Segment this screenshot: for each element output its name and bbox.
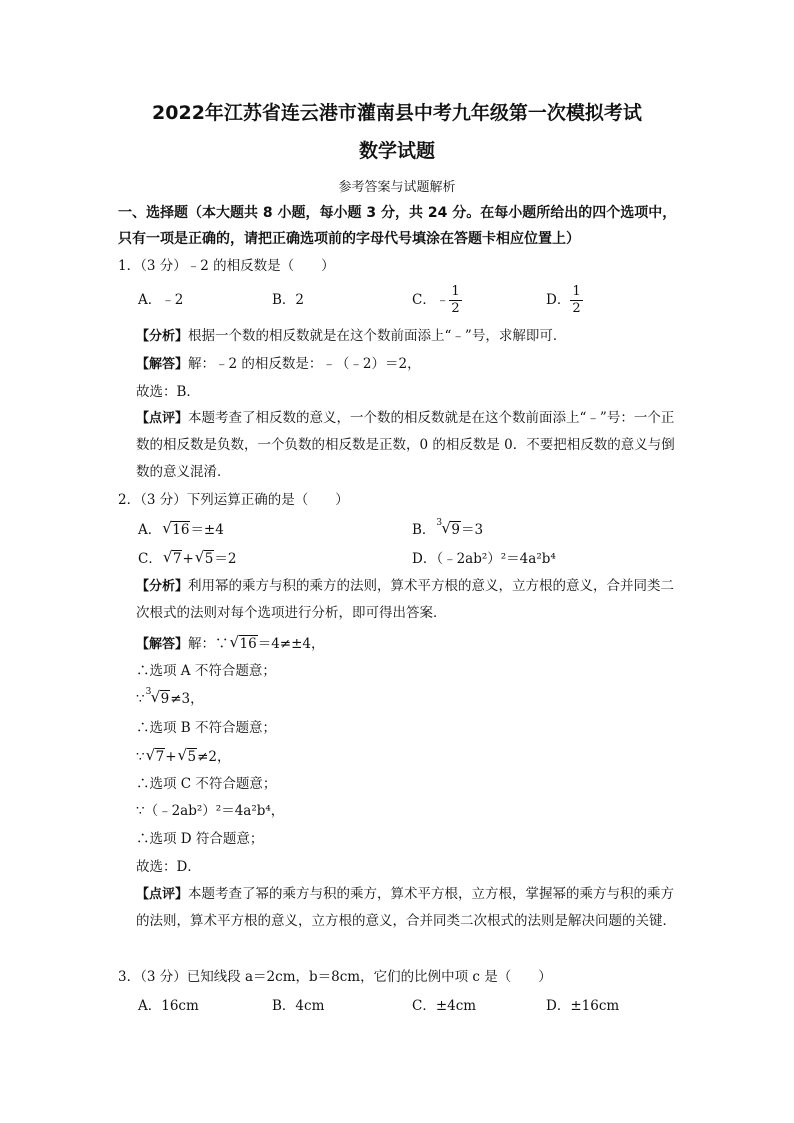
comment-tag: 【点评】 — [136, 411, 189, 426]
fraction-numerator: 1 — [572, 284, 581, 299]
radicand: 7 — [155, 749, 165, 765]
q2-comment-text: 本题考查了幂的乘方与积的乘方，算术平方根，立方根，掌握幂的乘方与积的乘方的法则，算术平方根的意义，立方根的意义，合并同类二次根式的法则是解决问题的关键． — [136, 886, 676, 929]
q1-comment-text: 本题考查了相反数的意义，一个数的相反数就是在这个数前面添上“﹣”号：一个正数的相反数是负数，一个负数的相反数是正数，0 的相反数是 0．不要把相反数的意义与倒数的意义混淆． — [136, 410, 675, 480]
q2-option-b-label: B． — [412, 522, 436, 538]
cube-root — [145, 687, 171, 709]
q2-solution-prefix: 解：∵ — [188, 636, 229, 652]
radicand: 16 — [239, 636, 257, 652]
q1-choice: 故选：B． — [136, 384, 200, 400]
q2-solution-line-7: ∵（﹣2ab²）²＝4a²b⁴， — [136, 803, 285, 819]
q1-option-d-label: D． — [546, 292, 571, 308]
analysis-tag: 【分析】 — [136, 579, 189, 594]
q1-option-a: A．﹣2 — [138, 292, 184, 308]
q1-option-c-label: C．﹣ — [412, 292, 450, 308]
because-symbol: ∵ — [136, 691, 145, 707]
q1-solution — [136, 354, 421, 375]
q2-option-b — [412, 520, 483, 540]
answer-note: 参考答案与试题解析 — [338, 180, 456, 195]
radicand: 5 — [187, 749, 197, 765]
q1-option-b: B．2 — [272, 292, 305, 308]
radical-sign-icon: √ — [441, 519, 451, 537]
comment-tag: 【点评】 — [136, 887, 189, 902]
q1-comment — [136, 405, 681, 486]
plus-sign: + — [182, 551, 194, 567]
section-heading: 一、选择题（本大题共 8 小题，每小题 3 分，共 24 分。在每小题所给出的四个选项中，只有一项是正确的，请把正确选项前的字母代号填涂在答题卡相应位置上） — [118, 205, 677, 247]
radicand: 9 — [451, 522, 461, 538]
q3-option-d: D．±16cm — [546, 998, 620, 1014]
q2-solution-line-2: ∴选项 A 不符合题意； — [136, 663, 276, 679]
q2-solution-line-5-rest: ≠2， — [197, 749, 231, 765]
q2-solution-line-4: ∴选项 B 不符合题意； — [136, 720, 277, 736]
q2-stem: 2．（3 分）下列运算正确的是（ ） — [118, 492, 349, 508]
solution-tag: 【解答】 — [136, 637, 189, 652]
radicand: 7 — [172, 551, 182, 567]
q2-option-a — [138, 520, 224, 540]
radicand: 5 — [204, 551, 214, 567]
fraction-denominator: 2 — [451, 301, 460, 316]
radical-sign-icon: √ — [177, 746, 188, 764]
fraction-numerator: 1 — [451, 284, 460, 299]
q1-option-d — [546, 284, 583, 317]
page-subtitle: 数学试题 — [358, 140, 435, 162]
q2-solution-line-3-rest: ≠3， — [170, 691, 204, 707]
q3-stem: 3．（3 分）已知线段 a＝2cm，b＝8cm，它们的比例中项 c 是（ ） — [118, 969, 552, 985]
plus-sign: + — [165, 749, 177, 765]
radical-sign-icon: √ — [150, 688, 161, 706]
square-root — [146, 747, 166, 767]
q1-option-c-fraction — [449, 284, 461, 317]
radical-sign-icon: √ — [162, 548, 173, 566]
q1-option-c — [412, 284, 462, 317]
square-root — [230, 634, 258, 654]
root-index: 3 — [436, 518, 443, 528]
q3-option-a: A．16cm — [138, 998, 199, 1014]
q2-solution-line-1-rest: ＝4≠±4， — [257, 636, 325, 652]
q2-option-c — [138, 549, 236, 569]
q2-comment — [136, 881, 681, 935]
square-root — [195, 549, 215, 569]
q2-analysis-text: 利用幂的乘方与积的乘方的法则，算术平方根的意义，立方根的意义，合并同类二次根式的法则对每个选项进行分析，即可得出答案． — [136, 578, 675, 621]
radical-sign-icon: √ — [229, 633, 240, 651]
cube-root — [436, 518, 461, 540]
square-root — [178, 747, 198, 767]
q2-solution-line-5 — [136, 747, 231, 767]
q1-analysis — [136, 326, 566, 347]
analysis-tag: 【分析】 — [136, 329, 189, 344]
radicand: 9 — [160, 691, 170, 707]
q2-solution-line-3 — [136, 689, 204, 709]
q2-solution-line-6: ∴选项 C 不符合题意； — [136, 776, 277, 792]
q1-option-d-fraction — [570, 284, 582, 317]
square-root — [162, 520, 190, 540]
q2-solution-line-1 — [136, 634, 325, 655]
q3-option-b: B．4cm — [272, 998, 325, 1014]
q2-option-c-rest: ＝2 — [214, 551, 237, 567]
root-index: 3 — [145, 687, 152, 697]
q1-analysis-text: 根据一个数的相反数就是在这个数前面添上“﹣”号，求解即可． — [188, 328, 567, 344]
radical-sign-icon: √ — [145, 746, 156, 764]
q2-choice: 故选：D． — [136, 859, 201, 875]
radical-sign-icon: √ — [194, 548, 205, 566]
q3-option-c: C．±4cm — [412, 998, 477, 1014]
q2-solution-line-8: ∴选项 D 符合题意； — [136, 831, 264, 847]
q2-analysis — [136, 573, 681, 627]
because-symbol: ∵ — [136, 749, 145, 765]
q2-option-d: D．（﹣2ab²）²＝4a²b⁴ — [412, 551, 556, 567]
page-title: 2022年江苏省连云港市灌南县中考九年级第一次模拟考试 — [152, 102, 642, 124]
q2-option-a-rest: ＝±4 — [190, 522, 224, 538]
square-root — [163, 549, 183, 569]
q1-solution-text: 解：﹣2 的相反数是：﹣（﹣2）＝2， — [188, 356, 421, 372]
q2-option-b-rest: ＝3 — [461, 522, 484, 538]
solution-tag: 【解答】 — [136, 357, 189, 372]
radicand: 16 — [172, 522, 190, 538]
q2-option-a-label: A． — [138, 522, 162, 538]
radical-sign-icon: √ — [162, 519, 172, 537]
q1-stem: 1．（3 分）﹣2 的相反数是（ ） — [118, 258, 335, 274]
q2-option-c-label: C． — [138, 551, 162, 567]
fraction-denominator: 2 — [572, 301, 581, 316]
